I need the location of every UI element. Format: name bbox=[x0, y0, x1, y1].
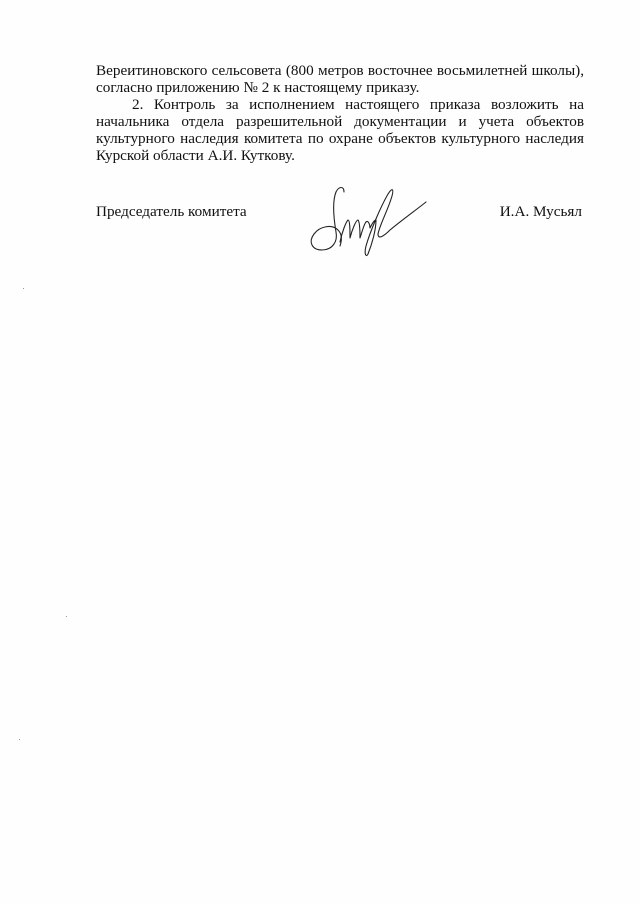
scan-speck bbox=[19, 739, 20, 740]
text-line: Курской области А.И. Куткову. bbox=[96, 147, 295, 164]
scan-speck bbox=[23, 288, 24, 289]
text-line: Вереитиновского сельсовета (800 метров восточнее восьмилетней школы), bbox=[96, 62, 584, 79]
document-body bbox=[96, 62, 584, 164]
text-line: культурного наследия комитета по охране объектов культурного наследия bbox=[96, 130, 584, 147]
signatory-name: И.А. Мусьял bbox=[499, 203, 582, 220]
text-line: согласно приложению № 2 к настоящему приказу. bbox=[96, 79, 420, 96]
signatory-title: Председатель комитета bbox=[96, 203, 247, 220]
text-line: 2. Контроль за исполнением настоящего приказа возложить на bbox=[132, 96, 584, 113]
scan-speck bbox=[66, 616, 67, 617]
text-line: начальника отдела разрешительной документации и учета объектов bbox=[96, 113, 584, 130]
signature-icon bbox=[306, 180, 436, 260]
